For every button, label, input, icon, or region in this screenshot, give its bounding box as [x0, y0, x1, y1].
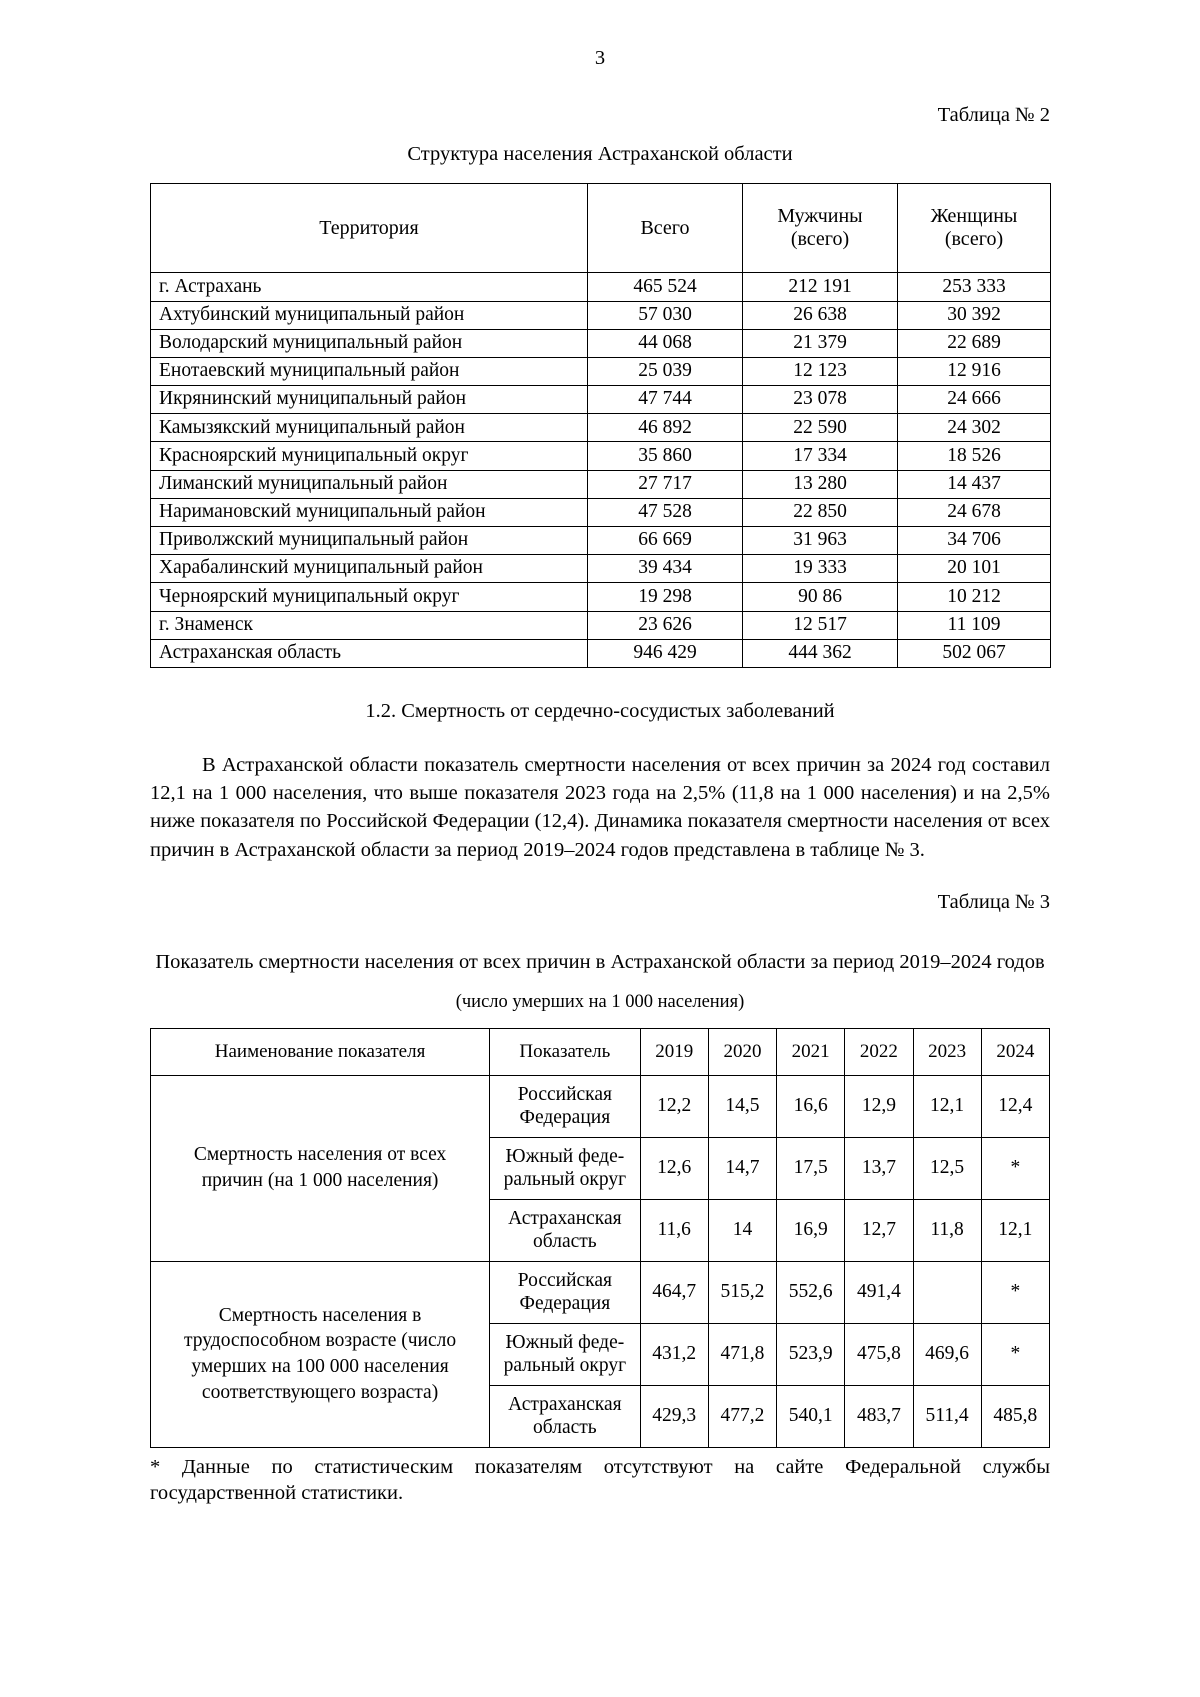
indicator-line2: ральный округ	[503, 1169, 627, 1191]
men-cell: 21 379	[743, 329, 898, 357]
men-cell: 13 280	[743, 470, 898, 498]
indicator-cell	[490, 1075, 641, 1137]
territory-cell: Икрянинский муниципальный район	[151, 386, 588, 414]
total-cell: 46 892	[588, 414, 743, 442]
value-cell: 469,6	[913, 1323, 981, 1385]
table-row	[151, 639, 1051, 667]
table1-header-row	[151, 184, 1051, 273]
territory-cell: г. Астрахань	[151, 273, 588, 301]
indicator-line2: область	[533, 1231, 597, 1253]
men-cell: 23 078	[743, 386, 898, 414]
value-cell: 464,7	[640, 1261, 708, 1323]
women-cell: 24 666	[898, 386, 1051, 414]
section-paragraph: В Астраханской области показатель смертности населения от всех причин за 2024 год составил 12,1 на 1 000 населения, что выше показателя 2023 года на 2,5% (11,8 на 1 000 населения) и на 2,5% ниже показателя по Российской Федерации (12,4). Динамика показателя смертности населения от всех причин в Астраханской области за период 2019–2024 годов представлена в таблице № 3.	[150, 753, 1050, 861]
value-cell: 12,9	[845, 1075, 913, 1137]
men-cell: 22 850	[743, 498, 898, 526]
total-cell: 57 030	[588, 301, 743, 329]
women-cell: 14 437	[898, 470, 1051, 498]
men-cell: 26 638	[743, 301, 898, 329]
table-row	[151, 555, 1051, 583]
value-cell: 11,6	[640, 1199, 708, 1261]
value-cell: 14,7	[708, 1137, 776, 1199]
territory-cell: Красноярский муниципальный округ	[151, 442, 588, 470]
indicator-line1: Астраханская	[508, 1208, 622, 1230]
indicator-line1: Южный феде-	[505, 1332, 625, 1354]
table1-header-total: Всего	[588, 184, 743, 273]
table-row	[151, 442, 1051, 470]
mortality-indicators-table	[150, 1028, 1050, 1448]
value-cell: 429,3	[640, 1385, 708, 1447]
indicator-line2: Федерация	[519, 1293, 611, 1315]
table2-header-year-2020: 2020	[708, 1028, 776, 1075]
value-cell: *	[981, 1137, 1049, 1199]
total-cell: 946 429	[588, 639, 743, 667]
value-cell: 431,2	[640, 1323, 708, 1385]
table1-caption: Таблица № 2	[937, 103, 1050, 126]
value-cell: 12,2	[640, 1075, 708, 1137]
table-row	[151, 1075, 1050, 1137]
indicator-line2: Федерация	[519, 1107, 611, 1129]
indicator-cell	[490, 1199, 641, 1261]
value-cell: 12,6	[640, 1137, 708, 1199]
total-cell: 47 744	[588, 386, 743, 414]
men-cell: 22 590	[743, 414, 898, 442]
men-cell: 12 517	[743, 611, 898, 639]
value-cell: 540,1	[777, 1385, 845, 1447]
table2-header-year-2024: 2024	[981, 1028, 1049, 1075]
table-row	[151, 273, 1051, 301]
territory-cell: Приволжский муниципальный район	[151, 527, 588, 555]
men-cell: 444 362	[743, 639, 898, 667]
table-row	[151, 583, 1051, 611]
men-cell: 90 86	[743, 583, 898, 611]
women-cell: 34 706	[898, 527, 1051, 555]
indicator-line2: область	[533, 1417, 597, 1439]
table1-title: Структура населения Астраханской области	[407, 143, 793, 166]
men-cell: 212 191	[743, 273, 898, 301]
value-cell: 12,1	[913, 1075, 981, 1137]
value-cell: *	[981, 1323, 1049, 1385]
table-row	[151, 498, 1051, 526]
total-cell: 27 717	[588, 470, 743, 498]
table1-header-women-line1: Женщины	[930, 205, 1018, 228]
total-cell: 47 528	[588, 498, 743, 526]
table2-header-year-2019: 2019	[640, 1028, 708, 1075]
table1-header-territory: Территория	[151, 184, 588, 273]
women-cell: 12 916	[898, 357, 1051, 385]
women-cell: 502 067	[898, 639, 1051, 667]
table-row	[151, 527, 1051, 555]
value-cell: 13,7	[845, 1137, 913, 1199]
table-row	[151, 357, 1051, 385]
total-cell: 19 298	[588, 583, 743, 611]
territory-cell: Володарский муниципальный район	[151, 329, 588, 357]
table-row	[151, 301, 1051, 329]
total-cell: 44 068	[588, 329, 743, 357]
total-cell: 35 860	[588, 442, 743, 470]
table1-header-men-line2: (всего)	[790, 228, 850, 251]
value-cell: 16,6	[777, 1075, 845, 1137]
women-cell: 253 333	[898, 273, 1051, 301]
value-cell: 16,9	[777, 1199, 845, 1261]
indicator-line1: Российская	[517, 1084, 612, 1106]
men-cell: 31 963	[743, 527, 898, 555]
table1-header-women-line2: (всего)	[944, 228, 1004, 251]
population-structure-table	[150, 183, 1051, 668]
women-cell: 20 101	[898, 555, 1051, 583]
value-cell: *	[981, 1261, 1049, 1323]
indicator-line1: Российская	[517, 1270, 612, 1292]
value-cell: 485,8	[981, 1385, 1049, 1447]
territory-cell: Наримановский муниципальный район	[151, 498, 588, 526]
indicator-line2: ральный округ	[503, 1355, 627, 1377]
women-cell: 24 302	[898, 414, 1051, 442]
value-cell: 471,8	[708, 1323, 776, 1385]
table-row	[151, 329, 1051, 357]
women-cell: 11 109	[898, 611, 1051, 639]
women-cell: 18 526	[898, 442, 1051, 470]
table-row	[151, 386, 1051, 414]
table2-subtitle: (число умерших на 1 000 населения)	[455, 991, 745, 1012]
territory-cell: г. Знаменск	[151, 611, 588, 639]
men-cell: 17 334	[743, 442, 898, 470]
table1-header-women	[898, 184, 1051, 273]
women-cell: 22 689	[898, 329, 1051, 357]
value-cell: 14	[708, 1199, 776, 1261]
value-cell: 475,8	[845, 1323, 913, 1385]
total-cell: 465 524	[588, 273, 743, 301]
territory-cell: Ахтубинский муниципальный район	[151, 301, 588, 329]
value-cell: 552,6	[777, 1261, 845, 1323]
value-cell: 11,8	[913, 1199, 981, 1261]
indicator-group-label: Смертность населения в трудоспособном возрасте (число умерших на 100 000 населения соответствующего возраста)	[151, 1261, 490, 1447]
table2-header-indicator: Показатель	[490, 1028, 641, 1075]
table1-header-men-line1: Мужчины	[777, 205, 863, 228]
value-cell: 12,1	[981, 1199, 1049, 1261]
value-cell: 515,2	[708, 1261, 776, 1323]
table-row	[151, 611, 1051, 639]
table2-header-year-2022: 2022	[845, 1028, 913, 1075]
table2-header-year-2021: 2021	[777, 1028, 845, 1075]
value-cell	[913, 1261, 981, 1323]
total-cell: 25 039	[588, 357, 743, 385]
total-cell: 23 626	[588, 611, 743, 639]
territory-cell: Черноярский муниципальный округ	[151, 583, 588, 611]
indicator-group-label: Смертность населения от всех причин (на 1 000 населения)	[151, 1075, 490, 1261]
value-cell: 523,9	[777, 1323, 845, 1385]
territory-cell: Енотаевский муниципальный район	[151, 357, 588, 385]
value-cell: 14,5	[708, 1075, 776, 1137]
table2-title: Показатель смертности населения от всех причин в Астраханской области за период 2019–2024 годов	[155, 950, 1045, 973]
indicator-cell	[490, 1385, 641, 1447]
value-cell: 511,4	[913, 1385, 981, 1447]
total-cell: 39 434	[588, 555, 743, 583]
page-number: 3	[594, 47, 606, 69]
table2-caption: Таблица № 3	[937, 891, 1050, 914]
table2-footnote: * Данные по статистическим показателям отсутствуют на сайте Федеральной службы государственной статистики.	[150, 1455, 1050, 1505]
value-cell: 12,7	[845, 1199, 913, 1261]
territory-cell: Астраханская область	[151, 639, 588, 667]
section-heading: 1.2. Смертность от сердечно-сосудистых заболеваний	[365, 699, 835, 722]
territory-cell: Камызякский муниципальный район	[151, 414, 588, 442]
value-cell: 12,4	[981, 1075, 1049, 1137]
indicator-cell	[490, 1261, 641, 1323]
value-cell: 491,4	[845, 1261, 913, 1323]
table2-header-year-2023: 2023	[913, 1028, 981, 1075]
table-row	[151, 1261, 1050, 1323]
value-cell: 483,7	[845, 1385, 913, 1447]
table-row	[151, 414, 1051, 442]
table-row	[151, 470, 1051, 498]
men-cell: 19 333	[743, 555, 898, 583]
value-cell: 477,2	[708, 1385, 776, 1447]
table2-header-name: Наименование показателя	[151, 1028, 490, 1075]
men-cell: 12 123	[743, 357, 898, 385]
value-cell: 17,5	[777, 1137, 845, 1199]
indicator-line1: Астраханская	[508, 1394, 622, 1416]
territory-cell: Лиманский муниципальный район	[151, 470, 588, 498]
table2-header-row	[151, 1028, 1050, 1075]
territory-cell: Харабалинский муниципальный район	[151, 555, 588, 583]
women-cell: 24 678	[898, 498, 1051, 526]
value-cell: 12,5	[913, 1137, 981, 1199]
women-cell: 30 392	[898, 301, 1051, 329]
women-cell: 10 212	[898, 583, 1051, 611]
indicator-cell	[490, 1137, 641, 1199]
indicator-line1: Южный феде-	[505, 1146, 625, 1168]
total-cell: 66 669	[588, 527, 743, 555]
table1-header-men	[743, 184, 898, 273]
indicator-cell	[490, 1323, 641, 1385]
